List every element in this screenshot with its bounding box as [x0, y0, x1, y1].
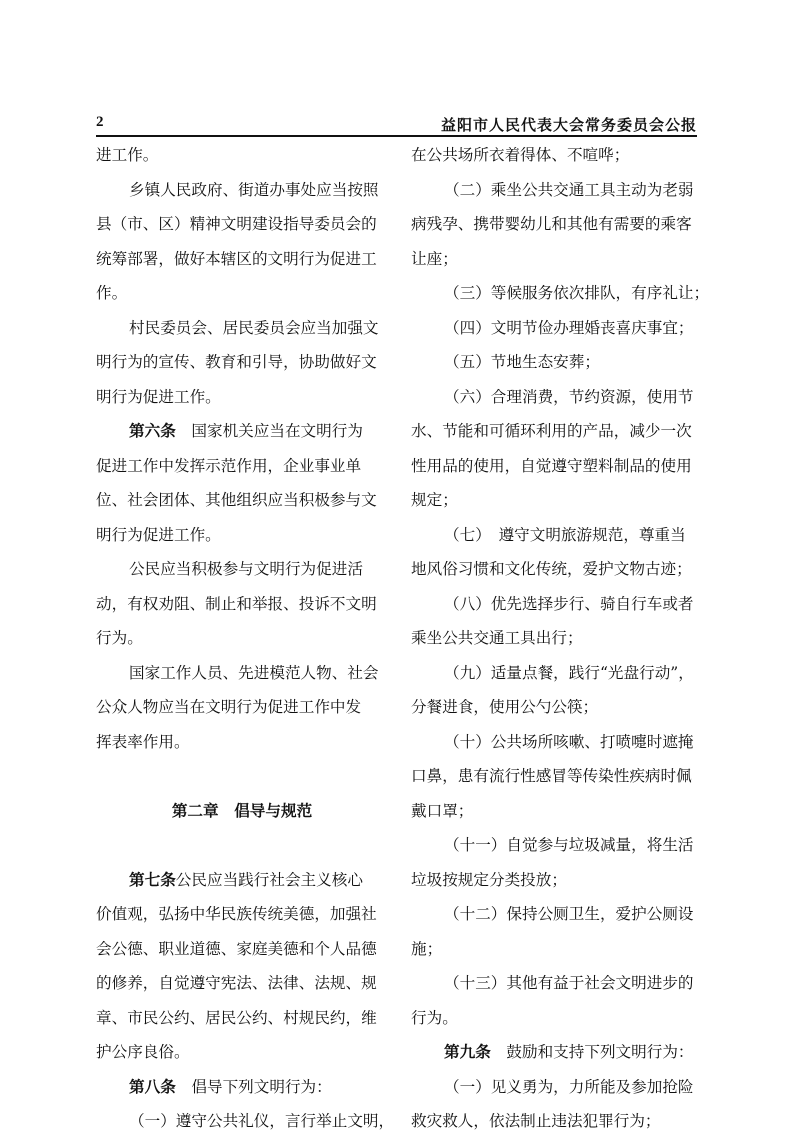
chapter-heading: 第二章 倡导与规范 [171, 801, 313, 820]
text-line: 乡镇人民政府、街道办事处应当按照 [129, 180, 379, 199]
text-line: 施； [411, 939, 443, 958]
text-line: 病残孕、携带婴幼儿和其他有需要的乘客 [411, 215, 692, 233]
article-label: 第六条 [129, 422, 176, 440]
text-line: 动，有权劝阻、制止和举报、投诉不文明 [96, 594, 377, 613]
text-span: 公民应当践行社会主义核心 [175, 870, 363, 889]
article-9-line [411, 1035, 703, 1070]
text-line: （七） 遵守文明旅游规范，尊重当 [444, 525, 686, 544]
text-line: （十二）保持公厕卫生，爱护公厕设 [444, 905, 694, 923]
text-line: 县（市、区）精神文明建设指导委员会的 [96, 215, 377, 233]
text-line: （九）适量点餐，践行“光盘行动”， [444, 663, 694, 682]
text-line: 明行为的宣传、教育和引导，协助做好文 [96, 353, 377, 371]
article-label: 第八条 [129, 1077, 176, 1096]
text-line: 乘坐公共交通工具出行； [411, 629, 583, 647]
text-line: 统筹部署，做好本辖区的文明行为促进工 [96, 249, 377, 268]
text-line: 护公序良俗。 [96, 1043, 190, 1061]
text-line: 戴口罩； [411, 801, 474, 820]
article-label: 第九条 [444, 1043, 491, 1061]
text-line: 行为。 [96, 629, 143, 647]
text-line: 挥表率作用。 [96, 732, 190, 751]
spacer [96, 828, 388, 863]
article-label: 第七条 [129, 870, 176, 889]
text-line: （二）乘坐公共交通工具主动为老弱 [444, 180, 694, 199]
text-line: 公众人物应当在文明行为促进工作中发 [96, 698, 362, 716]
text-line: （十一）自觉参与垃圾减量，将生活 [444, 836, 694, 854]
text-line: （一）见义勇为，力所能及参加抢险 [444, 1077, 694, 1096]
spacer [96, 759, 388, 794]
right-column [411, 138, 710, 1139]
text-line: 会公德、职业道德、家庭美德和个人品德 [96, 939, 377, 958]
text-line: （十）公共场所咳嗽、打喷嚏时遮掩 [444, 732, 694, 751]
text-line: 在公共场所衣着得体、不喧哗； [411, 146, 630, 164]
text-line: 明行为促进工作。 [96, 525, 221, 544]
text-line: 国家工作人员、先进模范人物、社会 [129, 663, 379, 682]
text-line: 促进工作中发挥示范作用，企业事业单 [96, 456, 362, 475]
text-span: 倡导下列文明行为： [175, 1077, 332, 1096]
text-line: 性用品的使用，自觉遵守塑料制品的使用 [411, 456, 692, 475]
text-line: 地风俗习惯和文化传统，爱护文物古迹； [411, 560, 692, 578]
text-line: 明行为促进工作。 [96, 387, 221, 406]
text-line: 分餐进食，使用公勺公筷； [411, 698, 599, 716]
text-line: 让座； [411, 249, 458, 268]
text-line: （五）节地生态安葬； [444, 353, 600, 371]
journal-title: 益阳市人民代表大会常务委员会公报 [440, 116, 697, 134]
text-line: （三）等候服务依次排队，有序礼让； [444, 284, 710, 302]
text-line: （六）合理消费，节约资源，使用节 [444, 387, 694, 406]
text-line: 公民应当积极参与文明行为促进活 [129, 560, 363, 578]
text-line: 水、节能和可循环利用的产品，减少一次 [411, 422, 692, 440]
text-line: 进工作。 [96, 146, 159, 164]
text-line: 垃圾按规定分类投放； [411, 870, 567, 889]
text-line: 位、社会团体、其他组织应当积极参与文 [96, 491, 377, 509]
text-line: 规定； [411, 491, 458, 509]
article-6-line [96, 414, 388, 449]
text-line: 作。 [96, 284, 128, 302]
text-line: 价值观，弘扬中华民族传统美德，加强社 [96, 905, 377, 923]
article-8-line [96, 1070, 388, 1105]
article-7-line [96, 863, 388, 898]
text-line: 救灾救人，依法制止违法犯罪行为； [411, 1112, 661, 1130]
text-line: 村民委员会、居民委员会应当加强文 [129, 318, 379, 337]
text-line: （八）优先选择步行、骑自行车或者 [444, 594, 694, 613]
text-line: 的修养，自觉遵守宪法、法律、法规、规 [96, 974, 377, 992]
text-span: 鼓励和支持下列文明行为： [490, 1043, 694, 1061]
text-line: 行为。 [411, 1008, 458, 1027]
text-line: （四）文明节俭办理婚丧喜庆事宜； [444, 318, 694, 337]
header-rule [96, 135, 697, 137]
text-line: （十三）其他有益于社会文明进步的 [444, 974, 694, 992]
text-span: 国家机关应当在文明行为 [175, 422, 363, 440]
page-number: 2 [96, 114, 104, 130]
text-line: 章、市民公约、居民公约、村规民约，维 [96, 1008, 377, 1027]
left-column [96, 138, 395, 1139]
text-line: 口鼻，患有流行性感冒等传染性疾病时佩 [411, 767, 692, 785]
running-header [96, 114, 697, 136]
text-line: （一）遵守公共礼仪，言行举止文明， [129, 1112, 395, 1130]
